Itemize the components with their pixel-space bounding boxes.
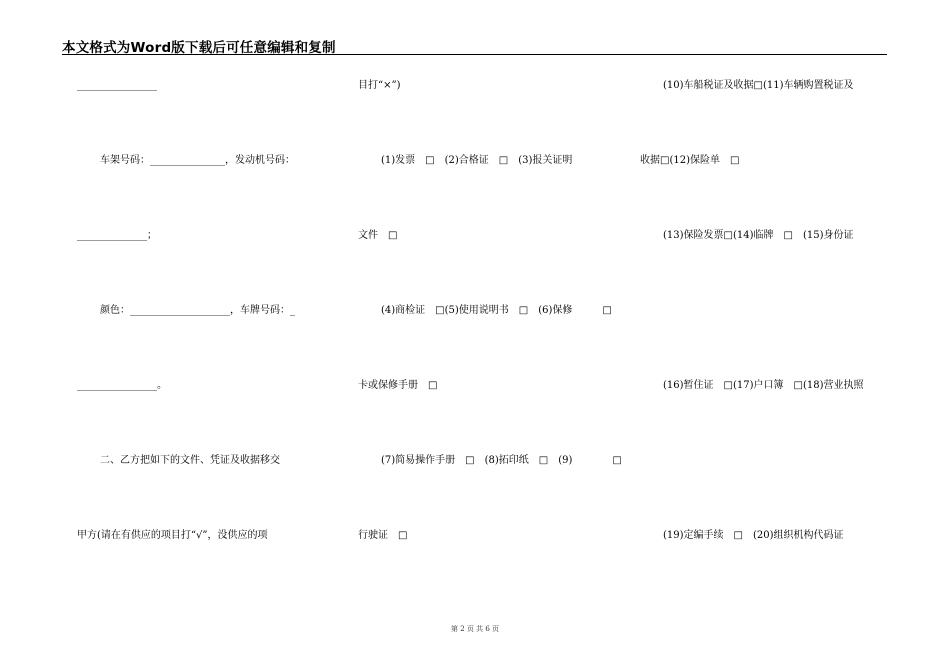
col1-line-7: 甲方(请在有供应的项目打“√”，没供应的项 xyxy=(77,530,268,541)
document-header-title: 本文格式为Word版下载后可任意编辑和复制 xyxy=(62,40,336,56)
col1-line-1: ________________ xyxy=(77,80,157,91)
col2-line-4: (4)商检证 □(5)使用说明书 □ (6)保修 □ xyxy=(381,305,612,316)
col2-line-2: (1)发票 □ (2)合格证 □ (3)报关证明 xyxy=(381,155,573,166)
col2-line-5: 卡或保修手册 □ xyxy=(358,380,438,391)
col1-line-2: 车架号码：_______________，发动机号码： xyxy=(100,155,295,166)
col1-line-4: 颜色：____________________，车牌号码：_ xyxy=(100,305,295,316)
col2-line-1: 目打“×”) xyxy=(358,80,401,91)
col1-line-6: 二、乙方把如下的文件、凭证及收据移交 xyxy=(100,455,280,466)
col3-line-7: (19)定编手续 □ (20)组织机构代码证 xyxy=(663,530,844,541)
col2-line-3: 文件 □ xyxy=(358,230,398,241)
header-divider xyxy=(62,54,887,55)
col2-line-7: 行驶证 □ xyxy=(358,530,408,541)
col3-line-5: (16)暂住证 □(17)户口簿 □(18)营业执照 xyxy=(663,380,864,391)
col1-line-5: ________________。 xyxy=(77,380,167,391)
col3-line-3: (13)保险发票□(14)临牌 □ (15)身份证 xyxy=(663,230,854,241)
page-number-footer: 第 2 页 共 6 页 xyxy=(450,625,500,633)
col3-line-2: 收据□(12)保险单 □ xyxy=(640,155,740,166)
col3-line-1: (10)车船税证及收据□(11)车辆购置税证及 xyxy=(663,80,854,91)
col1-line-3: ______________； xyxy=(77,230,157,241)
col2-line-6: (7)简易操作手册 □ (8)拓印纸 □ (9) □ xyxy=(381,455,622,466)
